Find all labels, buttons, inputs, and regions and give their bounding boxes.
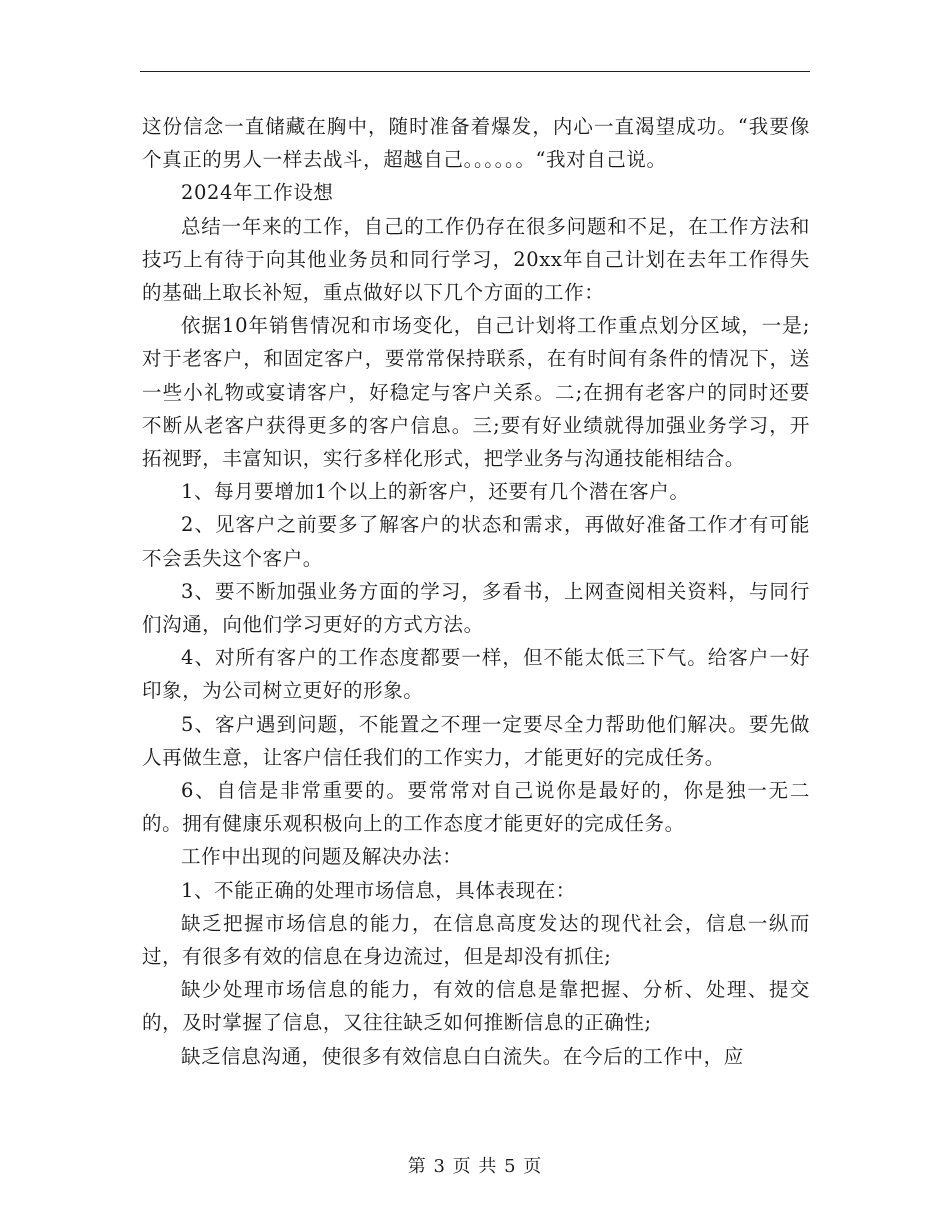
document-body (142, 110, 810, 1073)
list-item: 4、对所有客户的工作态度都要一样，但不能太低三下气。给客户一好印象，为公司树立更好的形象。 (142, 646, 810, 703)
page-number-footer: 第 3 页 共 5 页 (407, 1156, 543, 1177)
list-item: 3、要不断加强业务方面的学习，多看书，上网查阅相关资料，与同行们沟通，向他们学习更好的方式方法。 (142, 579, 810, 637)
list-item: 1、每月要增加1个以上的新客户，还要有几个潜在客户。 (181, 480, 690, 504)
section-heading: 工作中出现的问题及解决办法： (181, 845, 463, 869)
section-heading: 2024年工作设想 (181, 181, 334, 205)
list-item: 1、不能正确的处理市场信息，具体表现在： (181, 878, 576, 902)
paragraph: 缺少处理市场信息的能力，有效的信息是靠把握、分析、处理、提交的，及时掌握了信息，又往往缺乏如何推断信息的正确性; (142, 978, 810, 1035)
list-item: 2、见客户之前要多了解客户的状态和需求，再做好准备工作才有可能不会丢失这个客户。 (142, 513, 810, 570)
header-rule (140, 71, 810, 72)
paragraph: 依据10年销售情况和市场变化，自己计划将工作重点划分区域，一是;对于老客户，和固定客户，要常常保持联系，在有时间有条件的情况下，送一些小礼物或宴请客户，好稳定与客户关系。二;在拥有老客户的同时还要不断从老客户获得更多的客户信息。三;要有好业绩就得加强业务学习，开拓视野，丰富知识，实行多样化形式，把学业务与沟通技能相结合。 (142, 314, 810, 471)
list-item: 6、自信是非常重要的。要常常对自己说你是最好的，你是独一无二的。拥有健康乐观积极向上的工作态度才能更好的完成任务。 (142, 779, 810, 836)
paragraph: 缺乏把握市场信息的能力，在信息高度发达的现代社会，信息一纵而过，有很多有效的信息在身边流过，但是却没有抓住; (142, 911, 810, 969)
paragraph: 总结一年来的工作，自己的工作仍存在很多问题和不足，在工作方法和技巧上有待于向其他业务员和同行学习，20xx年自己计划在去年工作得失的基础上取长补短，重点做好以下几个方面的工作： (142, 214, 810, 305)
list-item: 5、客户遇到问题，不能置之不理一定要尽全力帮助他们解决。要先做人再做生意，让客户信任我们的工作实力，才能更好的完成任务。 (142, 712, 810, 769)
paragraph: 这份信念一直储藏在胸中，随时准备着爆发，内心一直渴望成功。“我要像个真正的男人一样去战斗，超越自己。。。。。。“我对自己说。 (142, 115, 810, 172)
paragraph: 缺乏信息沟通，使很多有效信息白白流失。在今后的工作中，应 (181, 1044, 744, 1068)
